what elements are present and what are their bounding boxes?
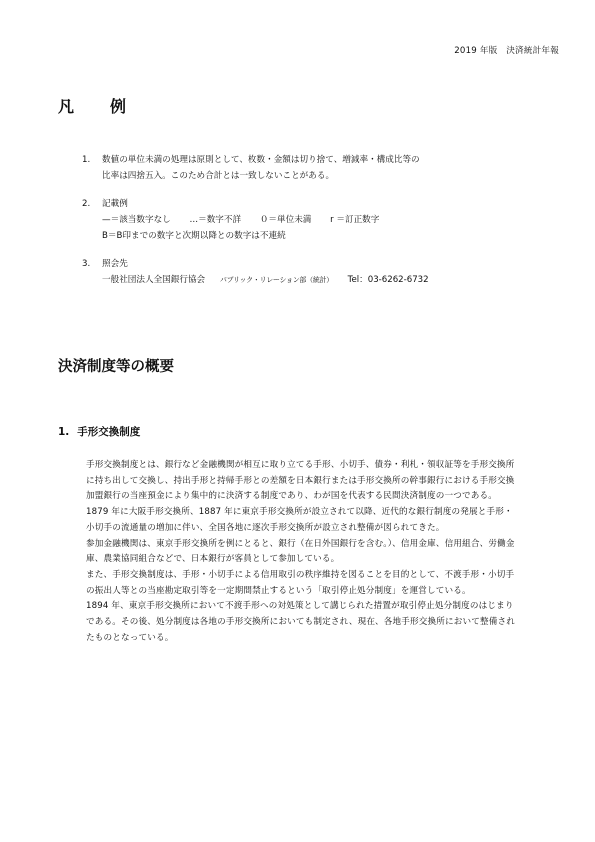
legend-item-heading: 照会先: [102, 259, 128, 269]
section-number: 1.: [58, 426, 70, 438]
legend-contact: [102, 272, 532, 288]
overview-title: 決済制度等の概要: [58, 359, 174, 375]
legend-example: —＝該当数字なし: [102, 215, 171, 225]
body-paragraph: 1879 年に大阪手形交換所、1887 年に東京手形交換所が設立されて以降、近代的な銀行制度の発展と手形・小切手の流通量の増加に伴い、全国各地に逐次手形交換所が設立され整備が図られてきた。: [86, 507, 513, 533]
body-paragraph: 参加金融機関は、東京手形交換所を例にとると、銀行（在日外国銀行を含む。）、信用金庫、信用組合、労働金庫、農業協同組合などで、日本銀行が客員として参加している。: [86, 538, 515, 565]
contact-organization: 一般社団法人全国銀行協会: [102, 275, 206, 285]
contact-telephone: Tel：03-6262-6732: [347, 275, 429, 285]
legend-item-heading: 記載例: [102, 199, 128, 209]
legend-note: B＝B印までの数字と次期以降との数字は不連続: [102, 231, 286, 241]
legend-item-2: [82, 196, 532, 244]
legend-example: …＝数字不詳: [189, 215, 242, 225]
legend-item-1: [82, 152, 532, 184]
legend-item-text: 数値の単位未満の処理は原則として、枚数・金額は切り捨て、増減率・構成比等の: [102, 155, 420, 165]
legend-title: 凡例: [58, 97, 163, 116]
body-paragraph: 手形交換制度とは、銀行など金融機関が相互に取り立てる手形、小切手、債券・利札・領収証等を手形交換所に持ち出して交換し、持出手形と持帰手形との差額を日本銀行または手形交換所の幹事銀行における手形交換加盟銀行の当座預金により集中的に決済する制度であり、わが国を代表する民間決済制度の一つである。: [86, 460, 515, 502]
legend-list: [82, 152, 532, 300]
legend-item-number: 1.: [82, 155, 91, 165]
contact-department: パブリック・リレーション部（統計）: [219, 276, 333, 284]
page-header: 2019 年版 決済統計年報: [454, 46, 559, 56]
body-paragraph: また、手形交換制度は、手形・小切手による信用取引の秩序維持を図ることを目的として、不渡手形・小切手の振出人等との当座勘定取引等を一定期間禁止するという「取引停止処分制度」を運営している。: [86, 569, 515, 596]
legend-example: ０＝単位未満: [259, 215, 312, 225]
section-title: [58, 424, 140, 439]
legend-examples: [102, 212, 532, 228]
legend-item-3: [82, 256, 532, 288]
legend-item-number: 3.: [82, 259, 91, 269]
legend-item-text: 比率は四捨五入。このため合計とは一致しないことがある。: [102, 171, 335, 181]
section-body: [86, 458, 518, 646]
legend-example: r ＝訂正数字: [330, 215, 380, 225]
body-paragraph: 1894 年、東京手形交換所において不渡手形への対処策として講じられた措置が取引停止処分制度のはじまりである。その後、処分制度は各地の手形交換所においても制定され、現在、各地手形交換所において整備されたものとなっている。: [86, 601, 515, 643]
section-heading: 手形交換制度: [77, 426, 141, 438]
legend-item-number: 2.: [82, 199, 91, 209]
